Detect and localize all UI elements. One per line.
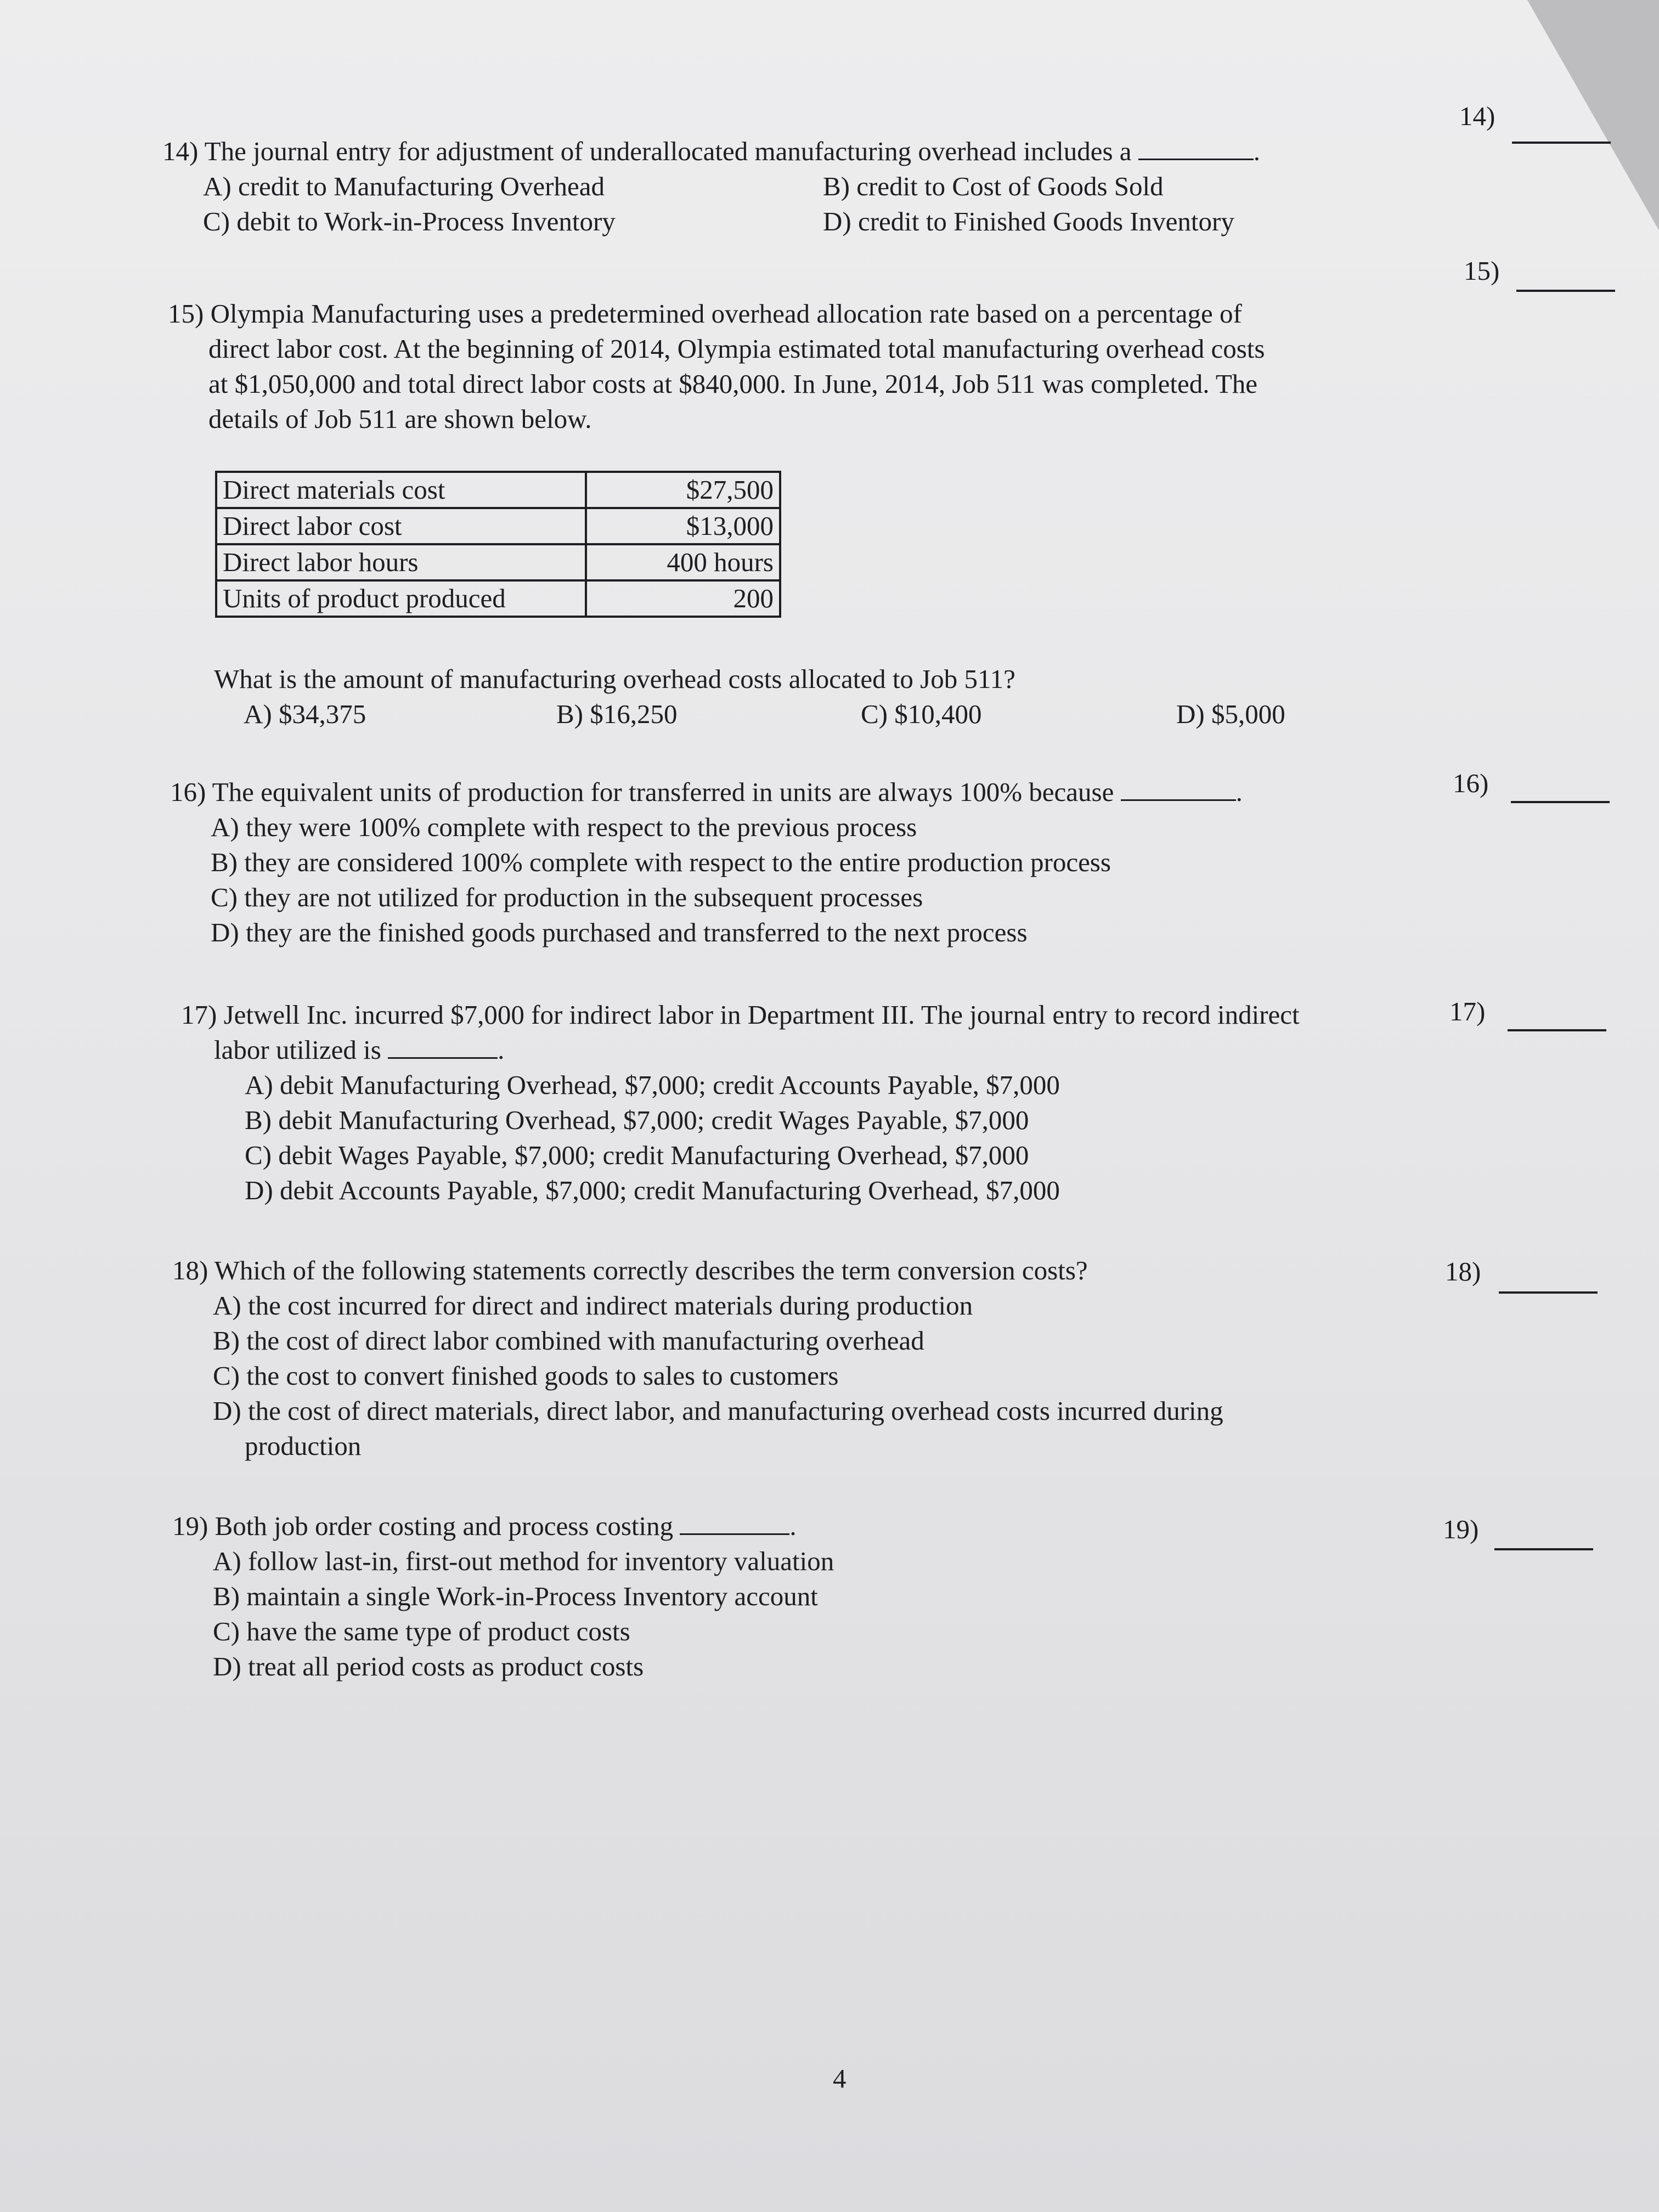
- q19-stem-end: .: [789, 1511, 797, 1541]
- table-cell-label: Units of product produced: [216, 580, 586, 617]
- q15-question: [214, 662, 1285, 732]
- q19-option-a: A) follow last-in, first-out method for inventory valuation: [213, 1546, 834, 1576]
- q16-option-d: D) they are the finished goods purchased and transferred to the next process: [211, 917, 1028, 947]
- q19-option-d: D) treat all period costs as product costs: [213, 1651, 644, 1681]
- q14-stem: 14) The journal entry for adjustment of underallocated manufacturing overhead includes a: [162, 136, 1132, 166]
- q18-answer-label: 18): [1445, 1256, 1481, 1286]
- q14-option-d: D) credit to Finished Goods Inventory: [823, 206, 1234, 236]
- q19-fill-blank: [680, 1511, 789, 1535]
- q14-stem-end: .: [1253, 136, 1261, 166]
- q19-option-b: B) maintain a single Work-in-Process Inventory account: [213, 1581, 818, 1611]
- q15-stem-line-4: details of Job 511 are shown below.: [208, 404, 592, 434]
- q17-fill-blank: [388, 1035, 498, 1059]
- q14-option-a: A) credit to Manufacturing Overhead: [203, 171, 605, 201]
- q15-stem-line-3: at $1,050,000 and total direct labor costs at $840,000. In June, 2014, Job 511 was completed. The: [208, 369, 1258, 399]
- q17-stem-end: .: [498, 1035, 505, 1065]
- table-cell-value: $27,500: [586, 472, 780, 508]
- q15-answer-label: 15): [1464, 256, 1500, 286]
- question-15: [168, 296, 1265, 437]
- q17-answer-line: [1508, 1029, 1606, 1031]
- table-row: [216, 472, 780, 508]
- job-511-details-table: [215, 471, 781, 618]
- q17-option-c: C) debit Wages Payable, $7,000; credit Manufacturing Overhead, $7,000: [245, 1140, 1029, 1170]
- q14-options-row-1: [162, 169, 1260, 204]
- question-16: [170, 775, 1243, 950]
- q16-fill-blank: [1121, 777, 1236, 801]
- q14-fill-blank: [1138, 137, 1254, 160]
- q19-answer-line: [1494, 1548, 1593, 1550]
- q17-option-b: B) debit Manufacturing Overhead, $7,000; credit Wages Payable, $7,000: [245, 1105, 1029, 1135]
- q16-answer-label: 16): [1453, 768, 1489, 798]
- q17-stem-line-1: 17) Jetwell Inc. incurred $7,000 for indirect labor in Department III. The journal entry to record indirect: [181, 1000, 1300, 1030]
- q16-stem: 16) The equivalent units of production for transferred in units are always 100% because: [170, 777, 1114, 807]
- table-cell-label: Direct labor hours: [216, 544, 586, 580]
- table-cell-label: Direct labor cost: [216, 508, 586, 544]
- q18-option-b: B) the cost of direct labor combined with manufacturing overhead: [213, 1325, 924, 1356]
- table-row: [216, 580, 780, 617]
- q15-stem-line-2: direct labor cost. At the beginning of 2014, Olympia estimated total manufacturing overhead costs: [208, 334, 1265, 364]
- q18-stem: 18) Which of the following statements correctly describes the term conversion costs?: [172, 1255, 1088, 1285]
- q15-option-a: A) $34,375: [244, 699, 366, 729]
- q16-option-c: C) they are not utilized for production in the subsequent processes: [211, 882, 923, 912]
- q18-option-c: C) the cost to convert finished goods to sales to customers: [213, 1361, 839, 1391]
- q19-stem: 19) Both job order costing and process costing: [172, 1511, 674, 1541]
- q16-option-a: A) they were 100% complete with respect to the previous process: [211, 812, 917, 842]
- q16-stem-end: .: [1235, 777, 1243, 807]
- question-17: [181, 997, 1300, 1208]
- table-cell-label: Direct materials cost: [216, 472, 586, 508]
- q17-option-d: D) debit Accounts Payable, $7,000; credit Manufacturing Overhead, $7,000: [245, 1175, 1060, 1205]
- q16-option-b: B) they are considered 100% complete with respect to the entire production process: [211, 847, 1111, 877]
- q17-answer-label: 17): [1449, 996, 1486, 1026]
- q15-stem-line-1: 15) Olympia Manufacturing uses a predetermined overhead allocation rate based on a percentage of: [168, 298, 1242, 329]
- q16-answer-line: [1511, 801, 1610, 803]
- q18-answer-line: [1499, 1291, 1598, 1294]
- q18-option-d-continued: production: [245, 1431, 362, 1461]
- q14-option-c: C) debit to Work-in-Process Inventory: [203, 206, 616, 236]
- q19-option-c: C) have the same type of product costs: [213, 1616, 630, 1646]
- q15-options: [214, 697, 1285, 732]
- q15-option-c: C) $10,400: [861, 699, 982, 729]
- q17-option-a: A) debit Manufacturing Overhead, $7,000; credit Accounts Payable, $7,000: [245, 1070, 1060, 1100]
- q14-option-b: B) credit to Cost of Goods Sold: [823, 171, 1164, 201]
- q17-stem-line-2: labor utilized is: [214, 1035, 381, 1065]
- q19-answer-label: 19): [1443, 1514, 1479, 1544]
- table-cell-value: $13,000: [586, 508, 780, 544]
- table-cell-value: 400 hours: [586, 544, 780, 580]
- q15-question-text: What is the amount of manufacturing overhead costs allocated to Job 511?: [214, 664, 1015, 694]
- q18-option-a: A) the cost incurred for direct and indirect materials during production: [213, 1290, 973, 1321]
- q15-answer-line: [1516, 290, 1615, 292]
- q15-option-b: B) $16,250: [556, 699, 678, 729]
- q18-option-d: D) the cost of direct materials, direct labor, and manufacturing overhead costs incurred during: [213, 1396, 1223, 1426]
- q14-options-row-2: [162, 204, 1260, 239]
- table-row: [216, 508, 780, 544]
- page-number: 4: [833, 2063, 847, 2094]
- q14-answer-line: [1512, 142, 1611, 144]
- question-14: [162, 134, 1260, 239]
- table-cell-value: 200: [586, 580, 780, 617]
- q15-option-d: D) $5,000: [1176, 699, 1285, 729]
- table-row: [216, 544, 780, 580]
- question-19: [172, 1509, 834, 1684]
- question-18: [172, 1253, 1223, 1464]
- q14-answer-label: 14): [1459, 101, 1496, 131]
